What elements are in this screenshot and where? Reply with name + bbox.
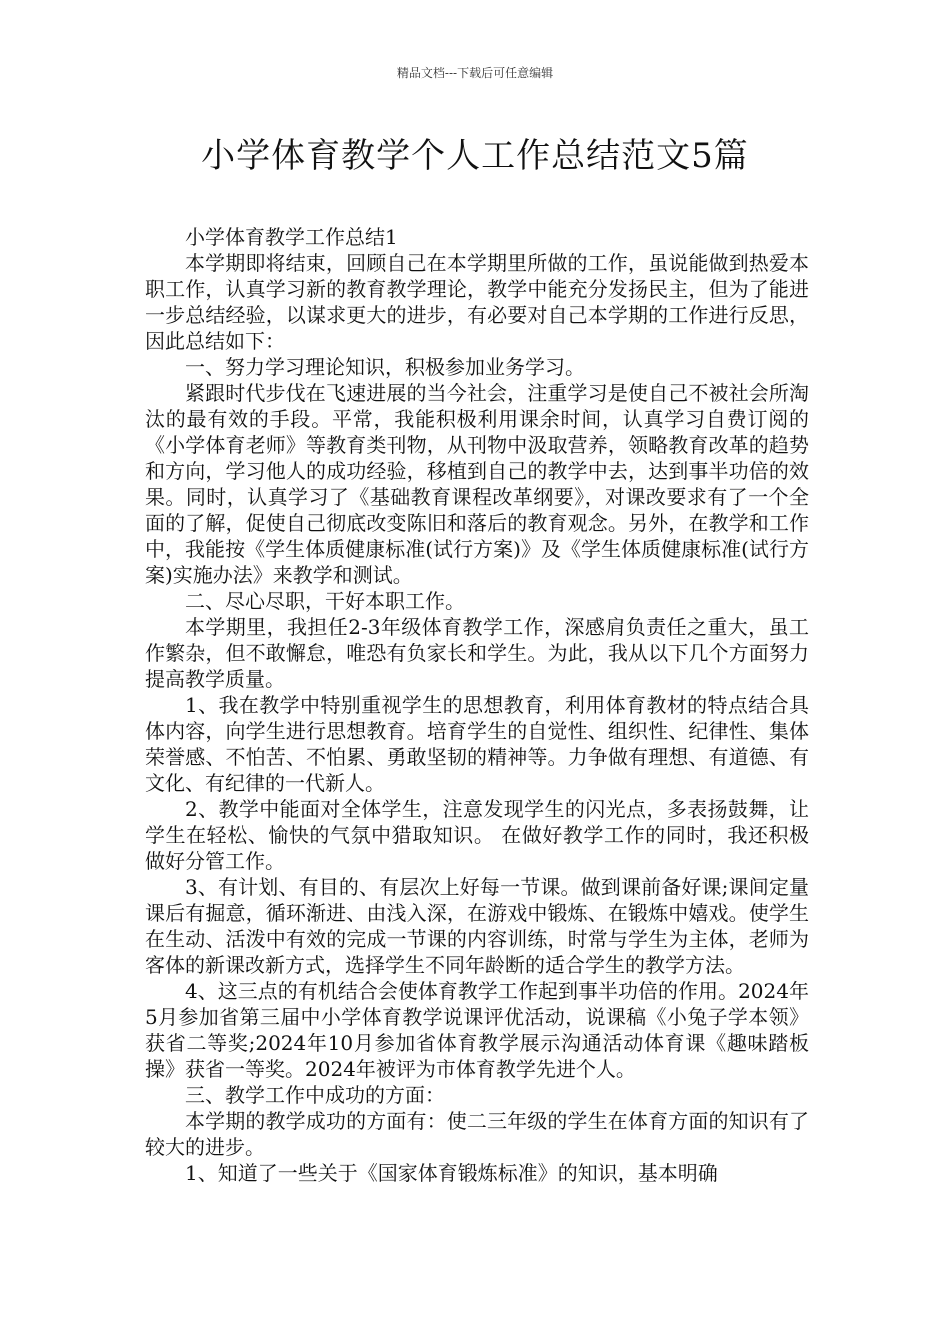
paragraph: 4、这三点的有机结合会使体育教学工作起到事半功倍的作用。2024年5月参加省第三届中小学体育教学说课评优活动，说课稿《小兔子学本领》获省二等奖;2024年10月参加省体育教学展示沟通活动体育课《趣味踏板操》获省一等奖。2024年被评为市体育教学先进个人。 xyxy=(145,979,809,1081)
section-heading: 一、努力学习理论知识，积极参加业务学习。 xyxy=(185,355,585,379)
section-heading: 二、尽心尽职，干好本职工作。 xyxy=(185,589,465,613)
section-heading: 小学体育教学工作总结1 xyxy=(185,225,398,249)
paragraph: 3、有计划、有目的、有层次上好每一节课。做到课前备好课;课间定量课后有掘意，循环渐进、由浅入深，在游戏中锻炼、在锻炼中嬉戏。使学生在生动、活泼中有效的完成一节课的内容训练，时常与学生为主体，老师为客体的新课改新方式，选择学生不同年龄断的适合学生的教学方法。 xyxy=(145,875,809,977)
page-header: 精品文档---下载后可任意编辑 xyxy=(396,66,554,80)
paragraph: 紧跟时代步伐在飞速进展的当今社会，注重学习是使自己不被社会所淘汰的最有效的手段。平常，我能积极利用课余时间，认真学习自费订阅的《小学体育老师》等教育类刊物，从刊物中汲取营养，领略教育改革的趋势和方向，学习他人的成功经验，移植到自己的教学中去，达到事半功倍的效果。同时，认真学习了《基础教育课程改革纲要》，对课改要求有了一个全面的了解，促使自己彻底改变陈旧和落后的教育观念。另外，在教学和工作中，我能按《学生体质健康标准(试行方案)》及《学生体质健康标准(试行方案)实施办法》来教学和测试。 xyxy=(145,381,809,587)
paragraph: 本学期即将结束，回顾自己在本学期里所做的工作，虽说能做到热爱本职工作，认真学习新的教育教学理论，教学中能充分发扬民主，但为了能进一步总结经验，以谋求更大的进步，有必要对自己本学期的工作进行反思，因此总结如下： xyxy=(145,251,809,353)
paragraph: 1、知道了一些关于《国家体育锻炼标准》的知识，基本明确 xyxy=(185,1161,718,1185)
paragraph: 本学期里，我担任2-3年级体育教学工作，深感肩负责任之重大，虽工作繁杂，但不敢懈怠，唯恐有负家长和学生。为此，我从以下几个方面努力提高教学质量。 xyxy=(145,615,809,691)
document-title: 小学体育教学个人工作总结范文5篇 xyxy=(201,136,749,176)
paragraph: 本学期的教学成功的方面有：使二三年级的学生在体育方面的知识有了较大的进步。 xyxy=(145,1109,809,1159)
paragraph: 1、我在教学中特别重视学生的思想教育，利用体育教材的特点结合具体内容，向学生进行思想教育。培育学生的自觉性、组织性、纪律性、集体荣誉感、不怕苦、不怕累、勇敢坚韧的精神等。力争做有理想、有道德、有文化、有纪律的一代新人。 xyxy=(145,693,809,795)
paragraph: 2、教学中能面对全体学生，注意发现学生的闪光点，多表扬鼓舞，让学生在轻松、愉快的气氛中猎取知识。 在做好教学工作的同时，我还积极做好分管工作。 xyxy=(145,797,809,873)
section-heading: 三、教学工作中成功的方面： xyxy=(185,1083,445,1107)
document-body xyxy=(145,224,809,1186)
